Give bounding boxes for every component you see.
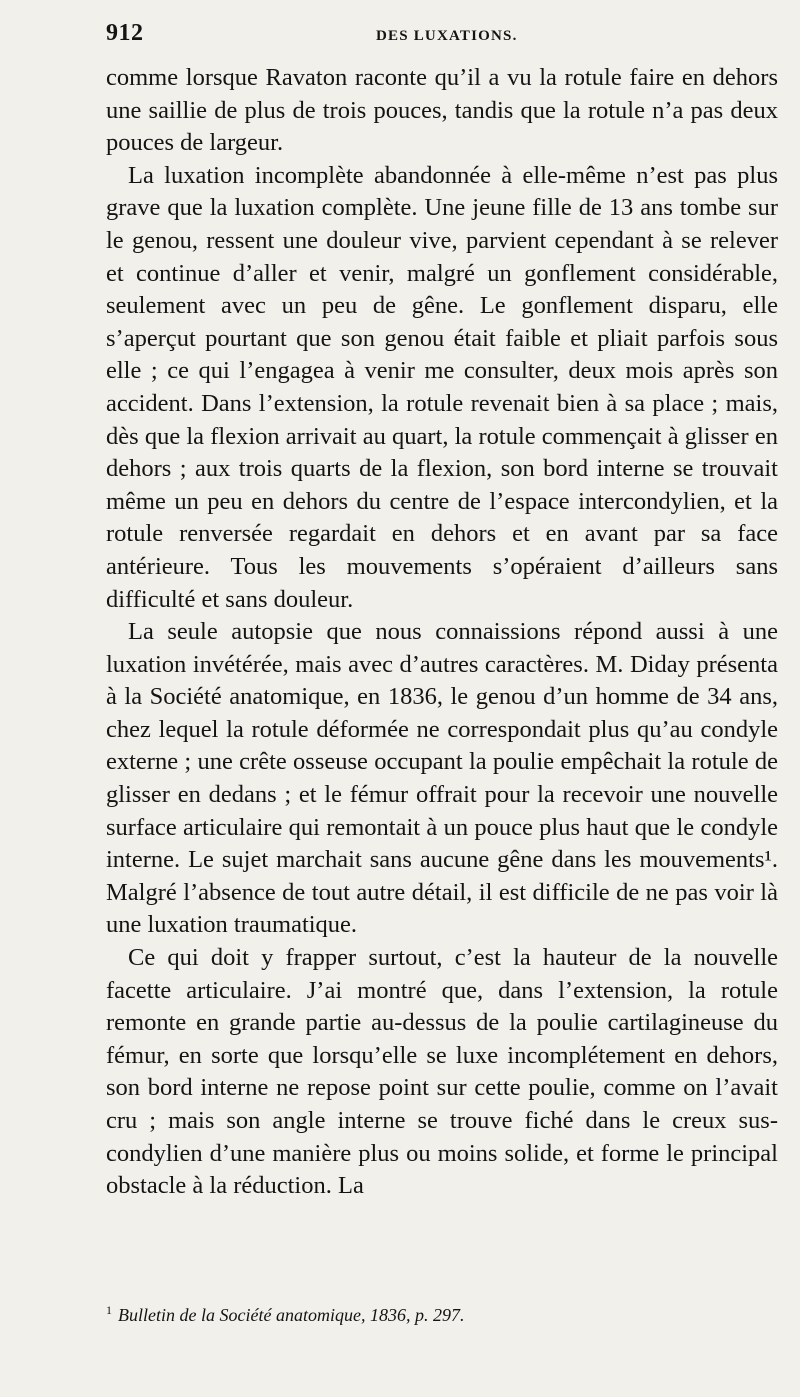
footnote-marker: 1 — [106, 1303, 112, 1317]
paragraph-4: Ce qui doit y frapper surtout, c’est la hauteur de la nouvelle facette articulaire. J’ai montré que, dans l’extension, la rotule remonte en grande partie au-dessus de la poulie cartilagineuse du fémur, en sorte que lorsqu’elle se luxe incomplétement en dehors, son bord interne ne repose point sur cette poulie, comme on l’avait cru ; mais son angle interne se trouve fiché dans le creux sus-condylien d’une manière plus ou moins solide, et forme le principal obstacle à la réduction. La — [106, 944, 778, 1200]
page-number: 912 — [106, 20, 144, 46]
running-head: DES LUXATIONS. — [376, 28, 518, 44]
paragraph-1: comme lorsque Ravaton raconte qu’il a vu la rotule faire en dehors une saillie de plus de trois pouces, tandis que la rotule n’a pas deux pouces de largeur. — [106, 64, 778, 157]
body-text — [106, 62, 778, 1203]
footnote-text: Bulletin de la Société anatomique, 1836, p. 297. — [118, 1305, 465, 1325]
footnote — [106, 1303, 778, 1326]
paragraph-3: La seule autopsie que nous connaissions répond aussi à une luxation invétérée, mais avec d’autres caractères. M. Diday présenta à la Société anatomique, en 1836, le genou d’un homme de 34 ans, chez lequel la rotule déformée ne correspondait plus qu’au condyle externe ; une crête osseuse occupant la poulie empêchait la rotule de glisser en dedans ; et le fémur offrait pour la recevoir une nouvelle surface articulaire qui remontait à un pouce plus haut que le condyle interne. Le sujet marchait sans aucune gêne dans les mouvements¹. Malgré l’absence de tout autre détail, il est difficile de ne pas voir là une luxation traumatique. — [106, 618, 778, 939]
page-header — [106, 20, 780, 50]
paragraph-2: La luxation incomplète abandonnée à elle-même n’est pas plus grave que la luxation complète. Une jeune fille de 13 ans tombe sur le genou, ressent une douleur vive, parvient cependant à se relever et continue d’aller et venir, malgré un gonflement considérable, seulement avec un peu de gêne. Le gonflement disparu, elle s’aperçut pourtant que son genou était faible et pliait parfois sous elle ; ce qui l’engagea à venir me consulter, deux mois après son accident. Dans l’extension, la rotule revenait bien à sa place ; mais, dès que la flexion arrivait au quart, la rotule commençait à glisser en dehors ; aux trois quarts de la flexion, son bord interne se trouvait même un peu en dehors du centre de l’espace intercondylien, et la rotule renversée regardait en dehors et en avant par sa face antérieure. Tous les mouvements s’opéraient d’ailleurs sans difficulté et sans douleur. — [106, 161, 778, 613]
